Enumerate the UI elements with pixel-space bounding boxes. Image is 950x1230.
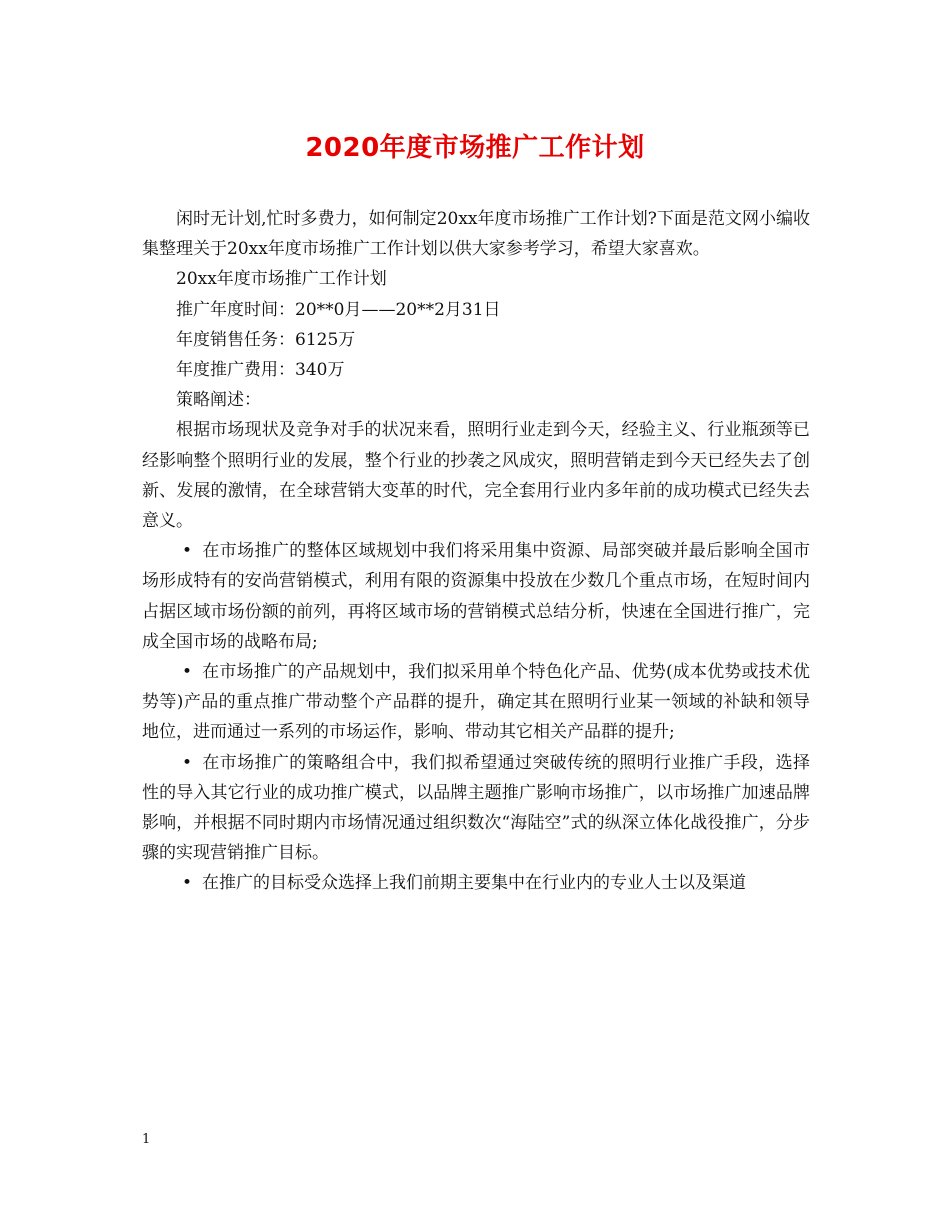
bullet-text: 在市场推广的产品规划中，我们拟采用单个特色化产品、优势(成本优势或技术优势等)产品的重点推广带动整个产品群的提升，确定其在照明行业某一领域的补缺和领导地位，进而通过一系列的市场运作，影响、带动其它相关产品群的提升; <box>142 662 810 743</box>
bullet-icon: • <box>182 752 193 773</box>
document-body <box>142 204 810 899</box>
bullet-icon: • <box>182 662 193 683</box>
bullet-text: 在市场推广的策略组合中，我们拟希望通过突破传统的照明行业推广手段，选择性的导入其它行业的成功推广模式，以品牌主题推广影响市场推广，以市场推广加速品牌影响，并根据不同时期内市场情况通过组织数次“海陆空”式的纵深立体化战役推广，分步骤的实现营销推广目标。 <box>142 752 810 864</box>
strategy-paragraph: 根据市场现状及竞争对手的状况来看，照明行业走到今天，经验主义、行业瓶颈等已经影响整个照明行业的发展，整个行业的抄袭之风成灾，照明营销走到今天已经失去了创新、发展的激情，在全球营销大变革的时代，完全套用行业内多年前的成功模式已经失去意义。 <box>142 420 810 532</box>
promotion-period-line: 推广年度时间：20**0月——20**2月31日 <box>176 299 501 320</box>
strategy-heading-line: 策略阐述： <box>176 390 261 411</box>
bullet-paragraph <box>142 868 810 898</box>
bullet-paragraph <box>142 536 810 657</box>
bullet-paragraph <box>142 657 810 748</box>
document-title: 2020年度市场推广工作计划 <box>305 133 645 163</box>
bullet-icon: • <box>182 541 193 562</box>
promotion-budget-line: 年度推广费用：340万 <box>176 360 345 381</box>
page-number: 1 <box>142 1132 151 1147</box>
intro-paragraph: 闲时无计划,忙时多费力，如何制定20xx年度市场推广工作计划?下面是范文网小编收集整理关于20xx年度市场推广工作计划以供大家参考学习，希望大家喜欢。 <box>142 209 810 260</box>
bullet-icon: • <box>182 873 193 894</box>
bullet-text: 在市场推广的整体区域规划中我们将采用集中资源、局部突破并最后影响全国市场形成特有的安尚营销模式，利用有限的资源集中投放在少数几个重点市场，在短时间内占据区域市场份额的前列，再将区域市场的营销模式总结分析，快速在全国进行推广，完成全国市场的战略布局; <box>142 541 810 652</box>
bullet-paragraph <box>142 748 810 869</box>
plan-heading-line: 20xx年度市场推广工作计划 <box>176 269 387 290</box>
sales-target-line: 年度销售任务：6125万 <box>176 329 356 350</box>
bullet-text: 在推广的目标受众选择上我们前期主要集中在行业内的专业人士以及渠道 <box>202 873 746 894</box>
